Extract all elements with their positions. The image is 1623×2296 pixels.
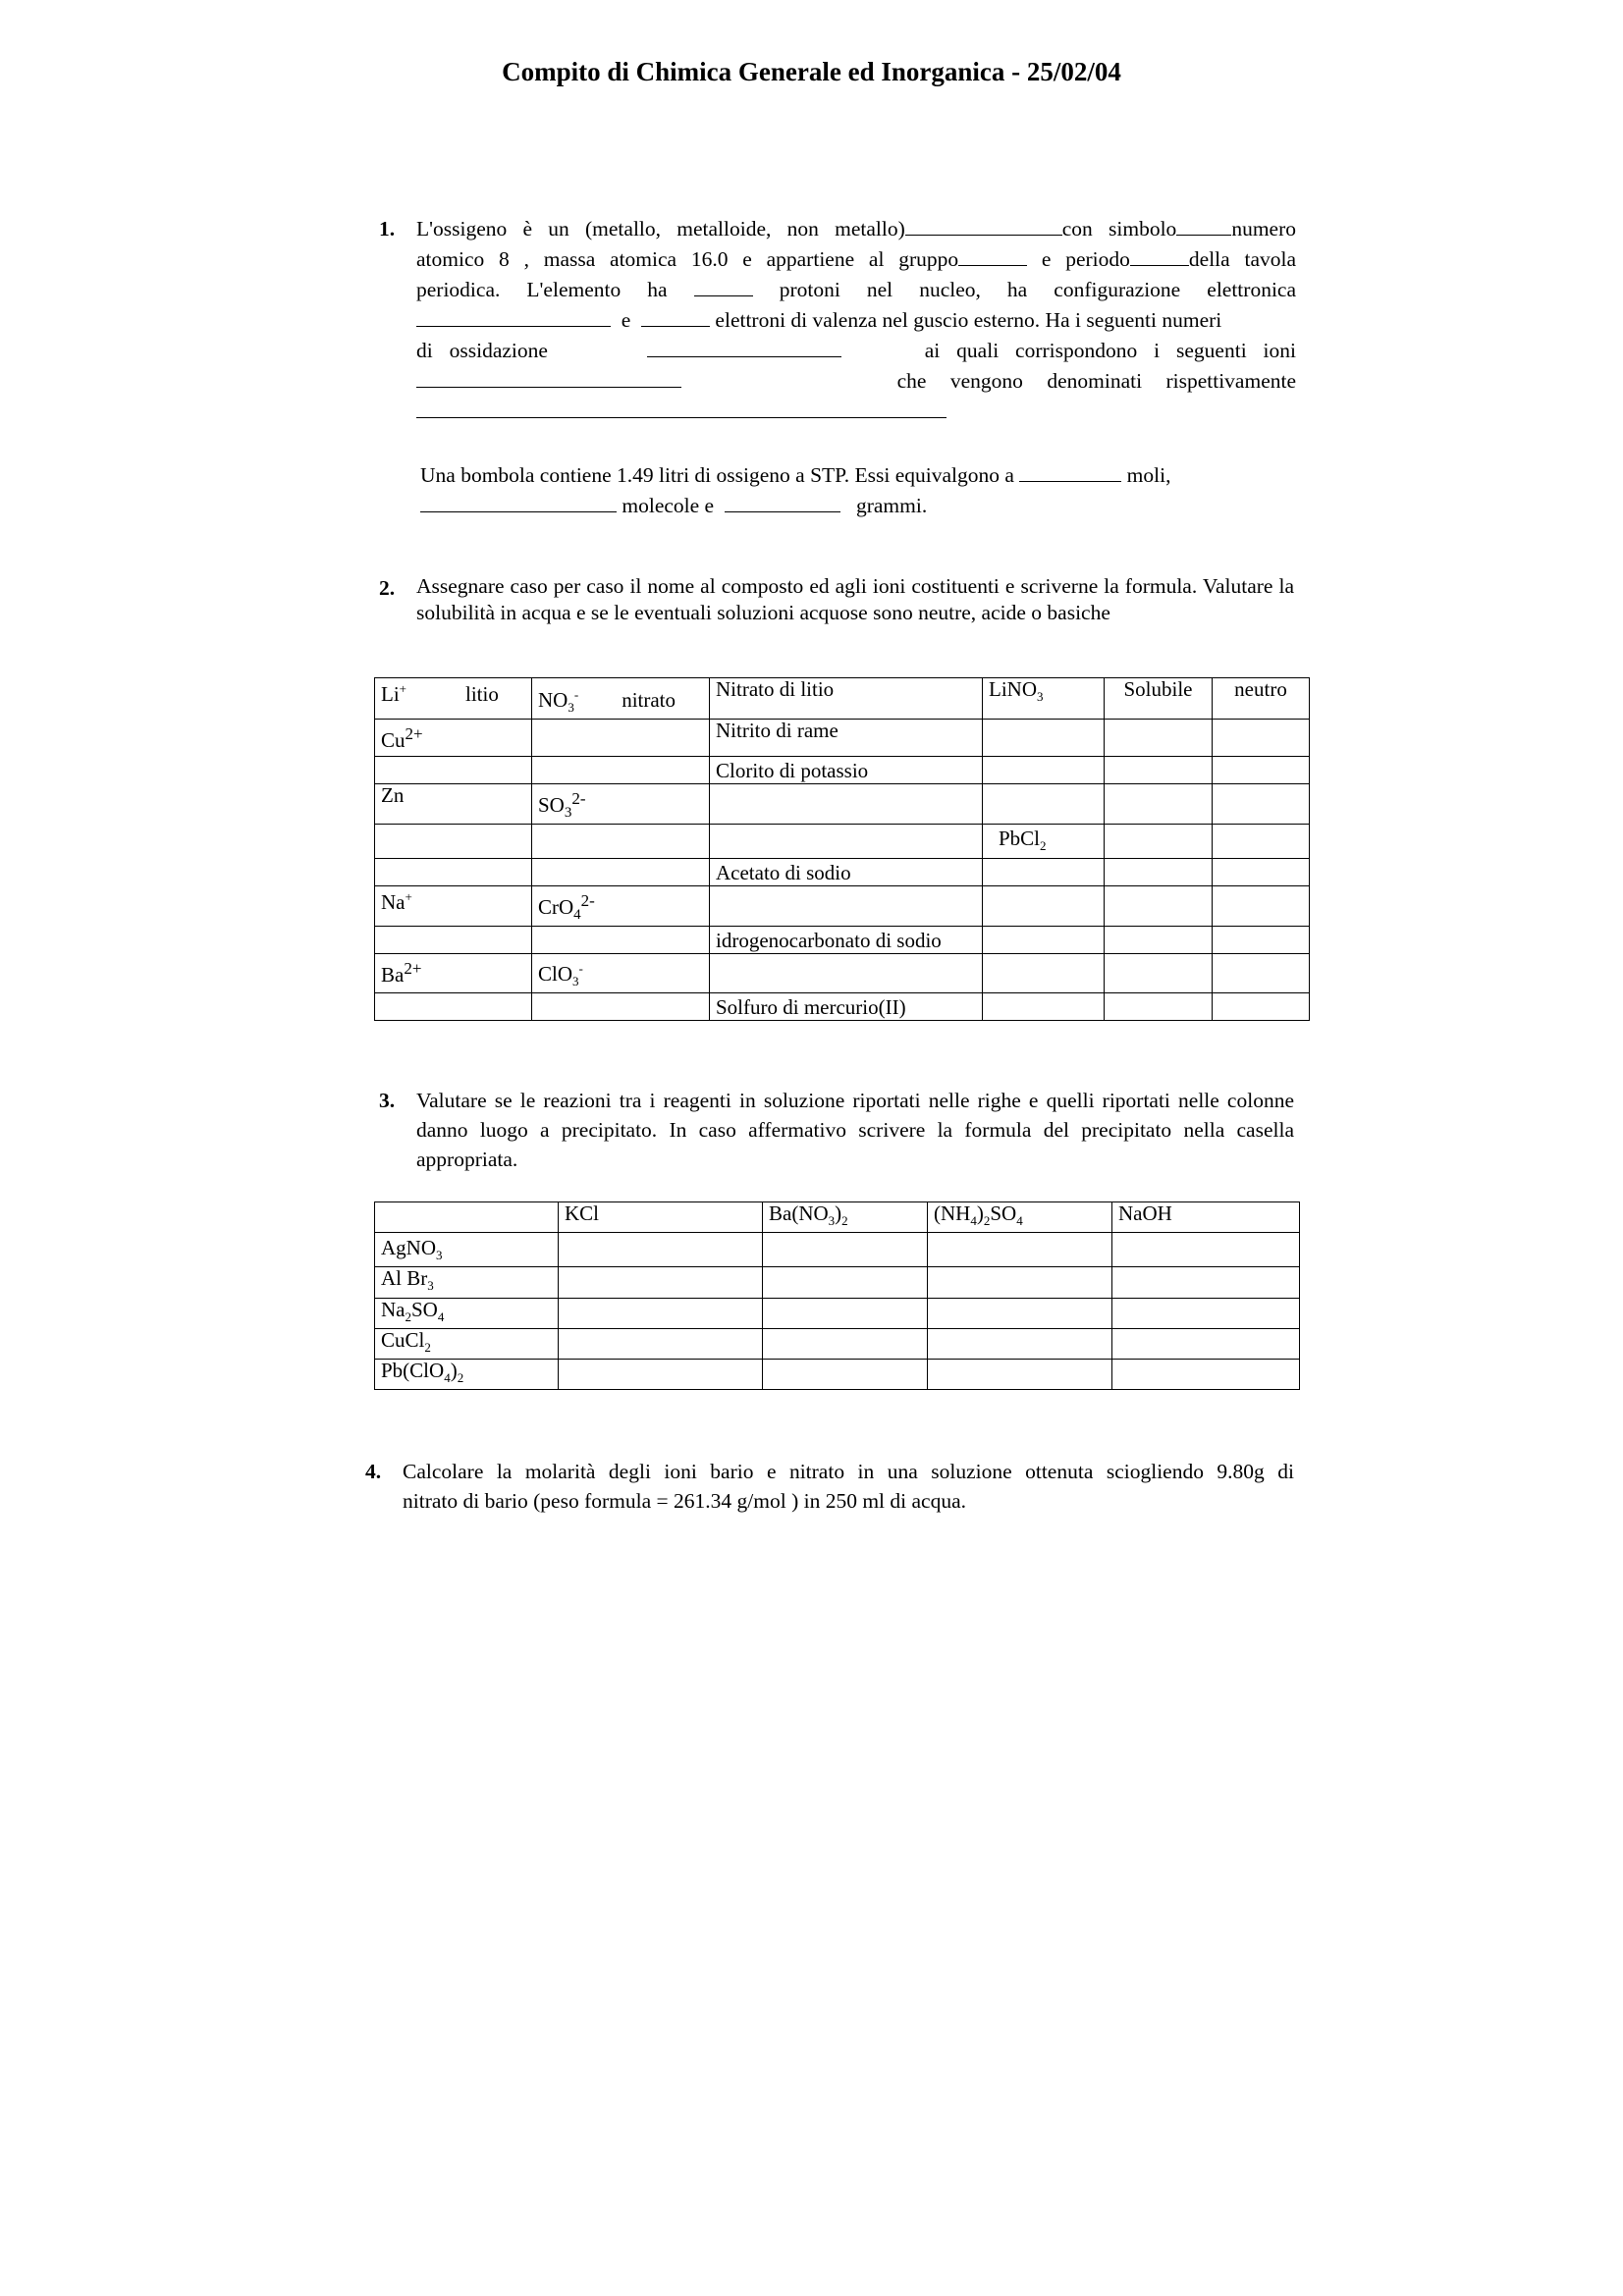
answer-cell[interactable]	[1112, 1267, 1300, 1298]
answer-cell[interactable]	[928, 1298, 1112, 1328]
acidity-cell[interactable]	[1213, 720, 1310, 757]
acidity-cell[interactable]	[1213, 885, 1310, 926]
table-row	[375, 926, 1310, 953]
blank-oxidation-numbers[interactable]	[647, 337, 841, 357]
table-row	[375, 720, 1310, 757]
blank-ions[interactable]	[416, 367, 681, 388]
solubility-cell[interactable]	[1105, 720, 1213, 757]
row-header: Al $Br_3$	[375, 1267, 559, 1298]
q4-line-1: Calcolare la molarità degli ioni bario e nitrato in una soluzione ottenuta sciogliendo 9.80g di	[403, 1460, 1294, 1483]
blank-molecules[interactable]	[420, 492, 617, 512]
acidity-cell: neutro	[1213, 678, 1310, 720]
answer-cell[interactable]	[559, 1233, 763, 1267]
table-row	[375, 1202, 1300, 1233]
blank-valence-electrons[interactable]	[641, 306, 710, 327]
column-header: $(NH_4)_2SO_4$	[928, 1202, 1112, 1233]
anion-cell[interactable]	[532, 992, 710, 1020]
q1-line-4: e elettroni di valenza nel guscio esterno. Ha i seguenti numeri	[416, 305, 1296, 336]
blank-grams[interactable]	[725, 492, 840, 512]
q1-line-1: L'ossigeno è un (metallo, metalloide, non metallo) con simbolo numero	[416, 217, 1296, 240]
solubility-cell[interactable]	[1105, 825, 1213, 858]
answer-cell[interactable]	[559, 1359, 763, 1389]
q1-line-3: periodica. L'elemento ha protoni nel nucleo, ha configurazione elettronica	[416, 278, 1296, 301]
column-header: NaOH	[1112, 1202, 1300, 1233]
answer-cell[interactable]	[1112, 1328, 1300, 1359]
blank-moles[interactable]	[1019, 461, 1121, 482]
q1-line-6: che vengono denominati rispettivamente	[416, 366, 1296, 397]
answer-cell[interactable]	[1112, 1359, 1300, 1389]
formula-cell[interactable]	[983, 784, 1105, 825]
anion-cell[interactable]: CrO$_4^{2-}$	[532, 885, 710, 926]
table-row	[375, 1298, 1300, 1328]
solubility-cell[interactable]	[1105, 858, 1213, 885]
answer-cell[interactable]	[559, 1267, 763, 1298]
answer-cell[interactable]	[763, 1233, 928, 1267]
solubility-cell[interactable]	[1105, 885, 1213, 926]
cation-cell[interactable]	[375, 926, 532, 953]
cation-cell[interactable]	[375, 757, 532, 784]
table-row	[375, 678, 1310, 720]
formula-cell[interactable]	[983, 885, 1105, 926]
formula-cell[interactable]	[983, 926, 1105, 953]
q1-sub-line-2: molecole e grammi.	[420, 491, 1294, 521]
formula-cell[interactable]	[983, 992, 1105, 1020]
acidity-cell[interactable]	[1213, 784, 1310, 825]
table-row	[375, 992, 1310, 1020]
row-header: $Na_2SO_4$	[375, 1298, 559, 1328]
answer-cell[interactable]	[559, 1328, 763, 1359]
compound-name-cell[interactable]	[710, 784, 983, 825]
formula-cell[interactable]	[983, 720, 1105, 757]
answer-cell[interactable]	[763, 1267, 928, 1298]
cation-cell[interactable]: Zn	[375, 784, 532, 825]
table-row	[375, 885, 1310, 926]
formula-cell[interactable]	[983, 953, 1105, 992]
table-row	[375, 757, 1310, 784]
answer-cell[interactable]	[1112, 1233, 1300, 1267]
table-row	[375, 1233, 1300, 1267]
question-1-body	[416, 214, 1296, 427]
answer-cell[interactable]	[928, 1328, 1112, 1359]
answer-cell[interactable]	[763, 1298, 928, 1328]
compound-name-cell: Nitrato di litio	[710, 678, 983, 720]
table-row	[375, 1359, 1300, 1389]
row-header: CuCl$_2$	[375, 1328, 559, 1359]
table-row	[375, 784, 1310, 825]
anion-cell[interactable]	[532, 720, 710, 757]
row-header: AgNO$_3$	[375, 1233, 559, 1267]
answer-cell[interactable]	[763, 1328, 928, 1359]
compound-name-cell[interactable]: idrogenocarbonato di sodio	[710, 926, 983, 953]
answer-cell[interactable]	[928, 1267, 1112, 1298]
corner-cell	[375, 1202, 559, 1233]
page-title: Compito di Chimica Generale ed Inorganica - 25/02/04	[502, 57, 1121, 86]
table-row	[375, 953, 1310, 992]
precipitate-table	[374, 1201, 1300, 1390]
anion-cell[interactable]: ClO$_3$-	[532, 953, 710, 992]
anion-cell[interactable]	[532, 757, 710, 784]
question-1-subquestion	[420, 460, 1294, 521]
column-header: KCl	[559, 1202, 763, 1233]
answer-cell[interactable]	[928, 1359, 1112, 1389]
blank-protons[interactable]	[694, 276, 753, 296]
blank-symbol[interactable]	[1176, 215, 1231, 236]
table-row	[375, 858, 1310, 885]
solubility-cell[interactable]	[1105, 992, 1213, 1020]
compound-name-cell[interactable]	[710, 953, 983, 992]
q1-line-5: di ossidazione ai quali corrispondono i seguenti ioni	[416, 339, 1297, 362]
compound-name-cell[interactable]: Solfuro di mercurio(II)	[710, 992, 983, 1020]
cation-cell[interactable]: $Ba^{2+}$	[375, 953, 532, 992]
formula-cell[interactable]: PbCl$_2$	[983, 825, 1105, 858]
acidity-cell[interactable]	[1213, 926, 1310, 953]
solubility-cell[interactable]	[1105, 784, 1213, 825]
answer-cell[interactable]	[559, 1298, 763, 1328]
question-1-number: 1.	[379, 217, 396, 240]
question-4-text	[403, 1457, 1294, 1516]
row-header: $Pb(ClO_4)_2$	[375, 1359, 559, 1389]
answer-cell[interactable]	[763, 1359, 928, 1389]
question-4-number: 4.	[365, 1460, 382, 1483]
compound-name-cell[interactable]: Clorito di potassio	[710, 757, 983, 784]
cation-cell[interactable]	[375, 858, 532, 885]
blank-metal-type[interactable]	[905, 215, 1062, 236]
blank-period[interactable]	[1130, 245, 1189, 266]
answer-cell[interactable]	[928, 1233, 1112, 1267]
cation-cell[interactable]	[375, 825, 532, 858]
question-3-text: Valutare se le reazioni tra i reagenti in soluzione riportati nelle righe e quelli riportati nelle colonne danno luogo a precipitato. In caso affermativo scrivere la formula del precipitato nella casella appropriata.	[416, 1089, 1294, 1171]
anion-cell[interactable]	[532, 926, 710, 953]
formula-cell[interactable]	[983, 757, 1105, 784]
table-row	[375, 825, 1310, 858]
column-header: $Ba(NO_3)_2$	[763, 1202, 928, 1233]
question-2-text: Assegnare caso per caso il nome al composto ed agli ioni costituenti e scriverne la formula. Valutare la solubilità in acqua e se le eventuali soluzioni acquose sono neutre, acide o basiche	[416, 574, 1294, 624]
question-2-number: 2.	[379, 576, 396, 600]
anion-cell: $NO_3^-$ nitrato	[532, 678, 710, 720]
formula-cell[interactable]	[983, 858, 1105, 885]
cation-cell[interactable]: $Cu^{2+}$	[375, 720, 532, 757]
solubility-cell[interactable]	[1105, 926, 1213, 953]
anion-cell[interactable]	[532, 825, 710, 858]
blank-configuration[interactable]	[416, 306, 611, 327]
blank-ion-names[interactable]	[416, 398, 947, 418]
table-row	[375, 1328, 1300, 1359]
cation-cell[interactable]	[375, 992, 532, 1020]
acidity-cell[interactable]	[1213, 992, 1310, 1020]
anion-cell[interactable]	[532, 858, 710, 885]
answer-cell[interactable]	[1112, 1298, 1300, 1328]
q4-line-2: nitrato di bario (peso formula = 261.34 g/mol ) in 250 ml di acqua.	[403, 1489, 967, 1513]
acidity-cell[interactable]	[1213, 757, 1310, 784]
cation-cell: Li+ litio	[375, 678, 532, 720]
anion-cell[interactable]: $SO_3^{2-}$	[532, 784, 710, 825]
blank-group[interactable]	[958, 245, 1027, 266]
q1-sub-line-1: Una bombola contiene 1.49 litri di ossigeno a STP. Essi equivalgono a moli,	[420, 463, 1171, 487]
compound-name-cell[interactable]	[710, 825, 983, 858]
question-3-number: 3.	[379, 1089, 396, 1112]
compound-name-cell[interactable]	[710, 885, 983, 926]
table-row	[375, 1267, 1300, 1298]
solubility-cell: Solubile	[1105, 678, 1213, 720]
compounds-table	[374, 677, 1310, 1021]
compound-name-cell[interactable]: Nitrito di rame	[710, 720, 983, 757]
acidity-cell[interactable]	[1213, 825, 1310, 858]
solubility-cell[interactable]	[1105, 953, 1213, 992]
solubility-cell[interactable]	[1105, 757, 1213, 784]
q1-line-2: atomico 8 , massa atomica 16.0 e appartiene al gruppo e periodo della tavola	[416, 247, 1297, 271]
q1-line-7	[416, 397, 1296, 427]
compound-name-cell[interactable]: Acetato di sodio	[710, 858, 983, 885]
formula-cell: LiNO$_3$	[983, 678, 1105, 720]
cation-cell[interactable]: Na+	[375, 885, 532, 926]
acidity-cell[interactable]	[1213, 858, 1310, 885]
acidity-cell[interactable]	[1213, 953, 1310, 992]
